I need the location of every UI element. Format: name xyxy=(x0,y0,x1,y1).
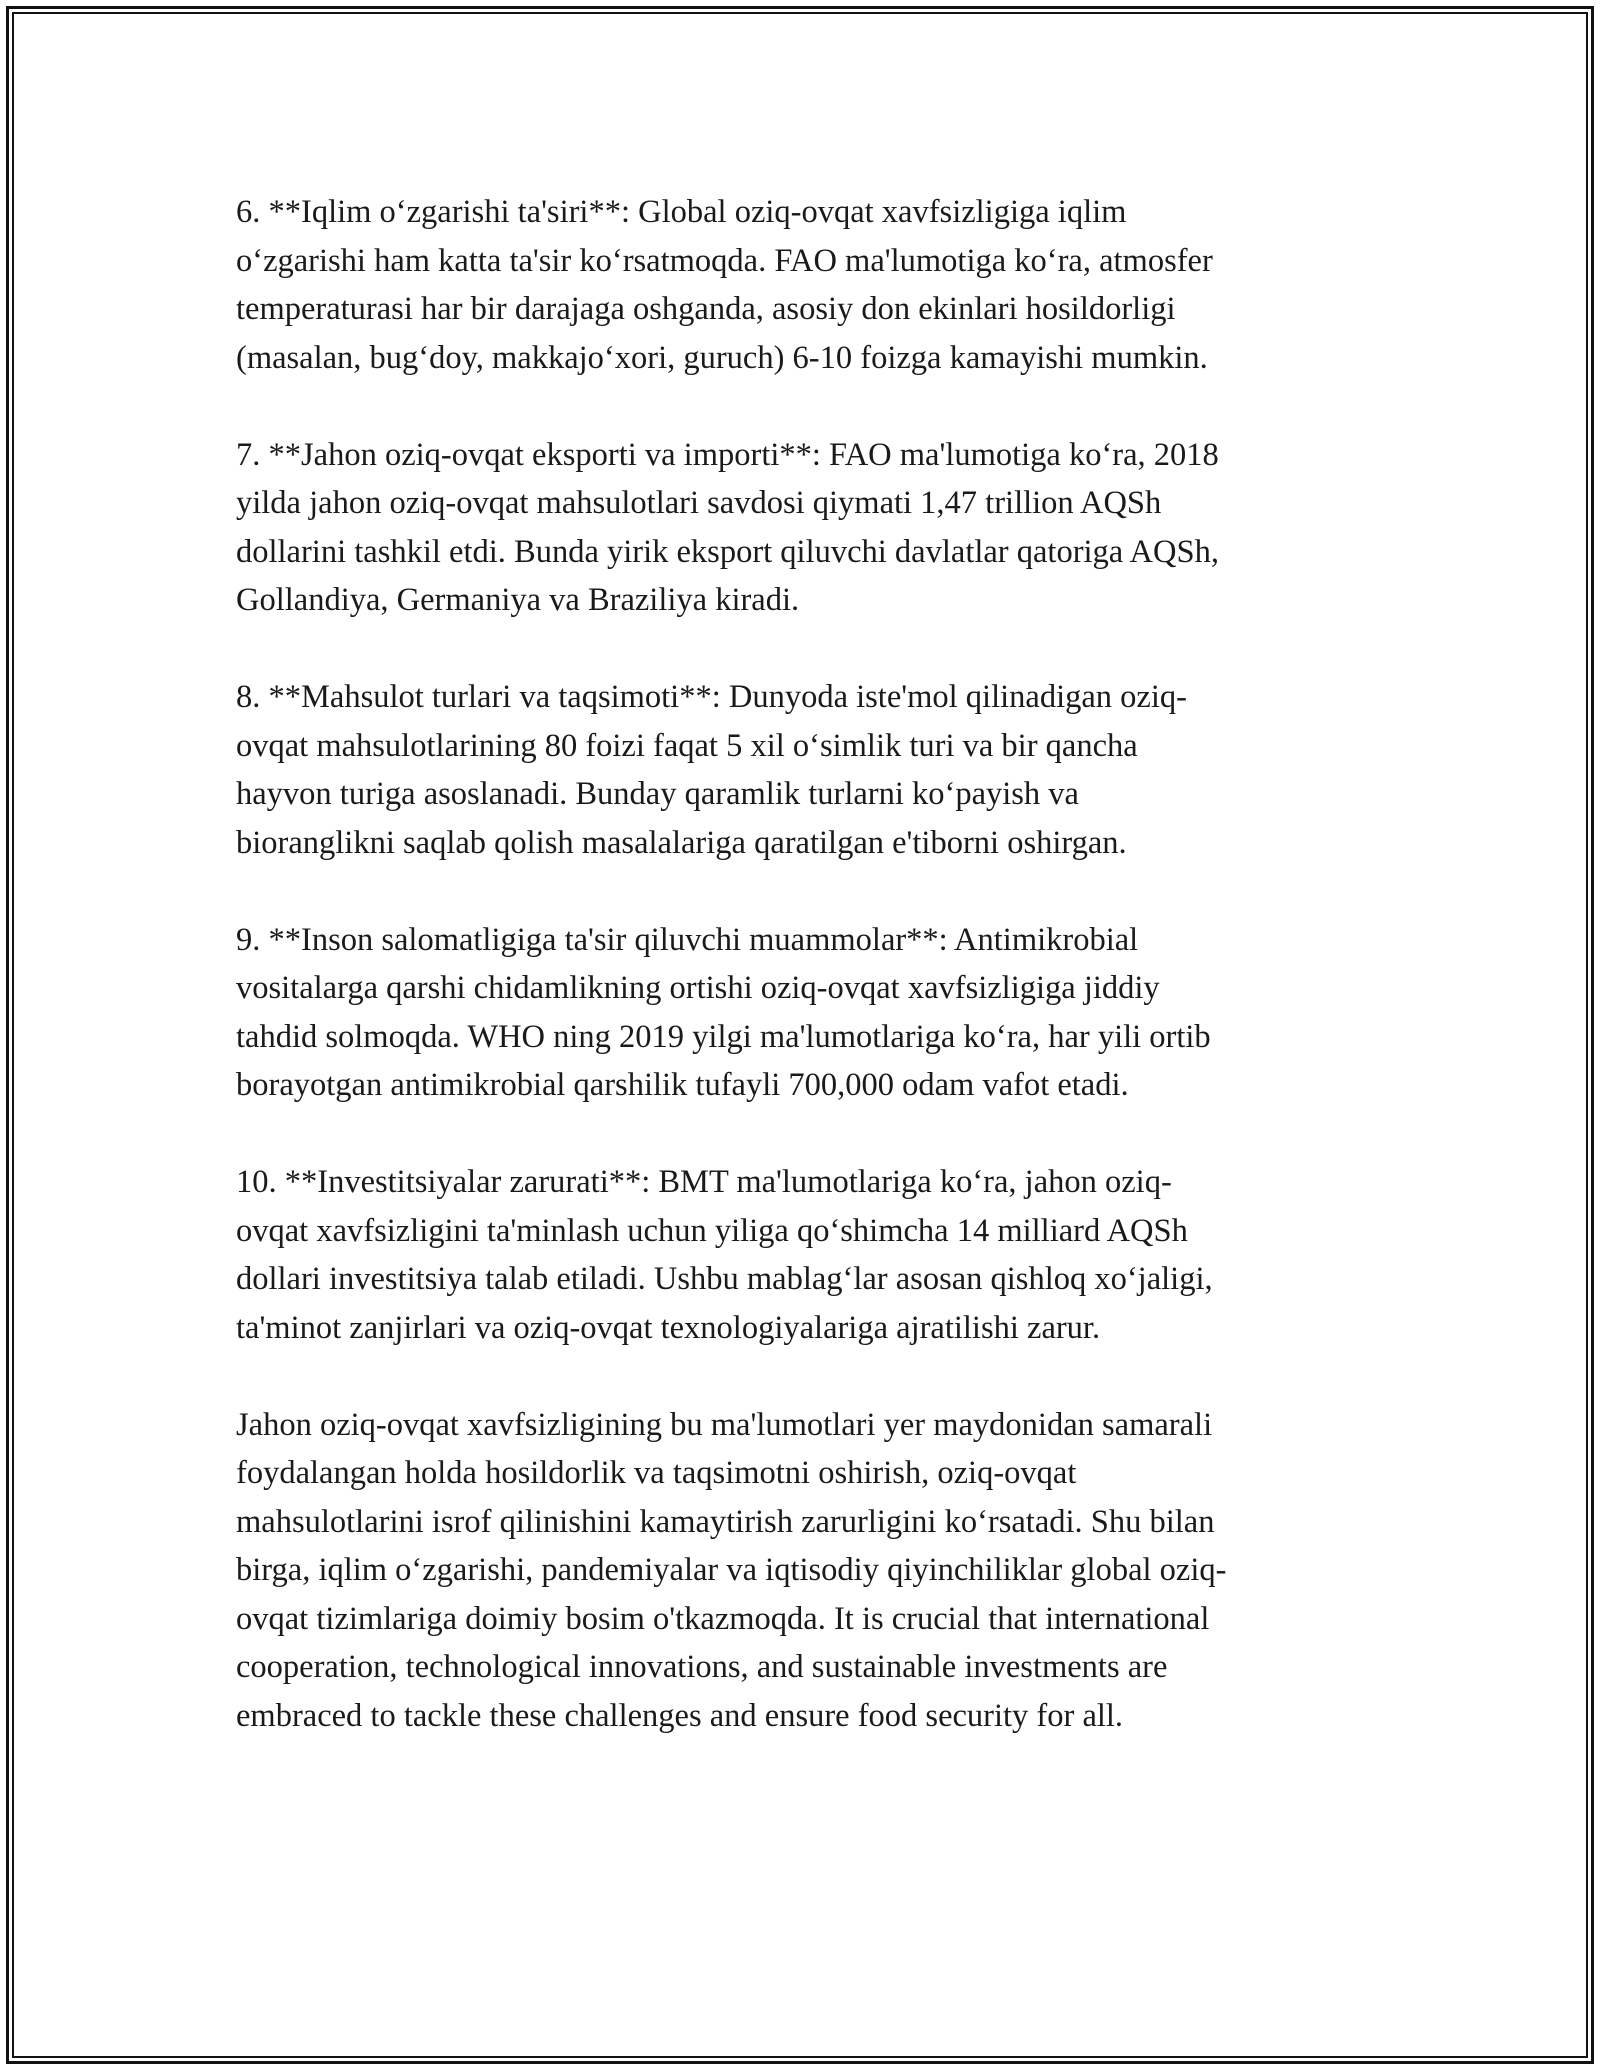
paragraph-climate-change-impact: 6. **Iqlim o‘zgarishi ta'siri**: Global oziq-ovqat xavfsizligiga iqlim o‘zgarishi ham katta ta'sir ko‘rsatmoqda. FAO ma'lumotiga ko‘ra, atmosfer temperaturasi har bir darajaga oshganda, asosiy don ekinlari hosildorligi (masalan, bug‘doy, makkajo‘xori, guruch) 6-10 foizga kamayishi mumkin. xyxy=(236,194,1213,376)
document-body xyxy=(236,188,1366,1789)
paragraph-food-export-import: 7. **Jahon oziq-ovqat eksporti va importi**: FAO ma'lumotiga ko‘ra, 2018 yilda jahon oziq-ovqat mahsulotlari savdosi qiymati 1,47 trillion AQSh dollarini tashkil etdi. Bunda yirik eksport qiluvchi davlatlar qatoriga AQSh, Gollandiya, Germaniya va Braziliya kiradi. xyxy=(236,436,1219,618)
paragraph-human-health-problems: 9. **Inson salomatligiga ta'sir qiluvchi muammolar**: Antimikrobial vositalarga qarshi chidamlikning ortishi oziq-ovqat xavfsizligiga jiddiy tahdid solmoqda. WHO ning 2019 yilgi ma'lumotlariga ko‘ra, har yili ortib borayotgan antimikrobial qarshilik tufayli 700,000 odam vafot etadi. xyxy=(236,921,1211,1103)
paragraph-conclusion: Jahon oziq-ovqat xavfsizligining bu ma'lumotlari yer maydonidan samarali foydalangan holda hosildorlik va taqsimotni oshirish, oziq-ovqat mahsulotlarini isrof qilinishini kamaytirish zarurligini ko‘rsatadi. Shu bilan birga, iqlim o‘zgarishi, pandemiyalar va iqtisodiy qiyinchiliklar global oziq- ovqat tizimlariga doimiy bosim o'tkazmoqda. It is crucial that international cooperation, technological innovations, and sustainable investments are embraced to tackle these challenges and ensure food security for all. xyxy=(236,1406,1227,1734)
paragraph-investment-needs: 10. **Investitsiyalar zarurati**: BMT ma'lumotlariga ko‘ra, jahon oziq- ovqat xavfsizligini ta'minlash uchun yiliga qo‘shimcha 14 milliard AQSh dollari investitsiya talab etiladi. Ushbu mablag‘lar asosan qishloq xo‘jaligi, ta'minot zanjirlari va oziq-ovqat texnologiyalariga ajratilishi zarur. xyxy=(236,1164,1213,1346)
paragraph-product-types-distribution: 8. **Mahsulot turlari va taqsimoti**: Dunyoda iste'mol qilinadigan oziq- ovqat mahsulotlarining 80 foizi faqat 5 xil o‘simlik turi va bir qancha hayvon turiga asoslanadi. Bunday qaramlik turlarni ko‘payish va bioranglikni saqlab qolish masalalariga qaratilgan e'tiborni oshirgan. xyxy=(236,679,1187,861)
